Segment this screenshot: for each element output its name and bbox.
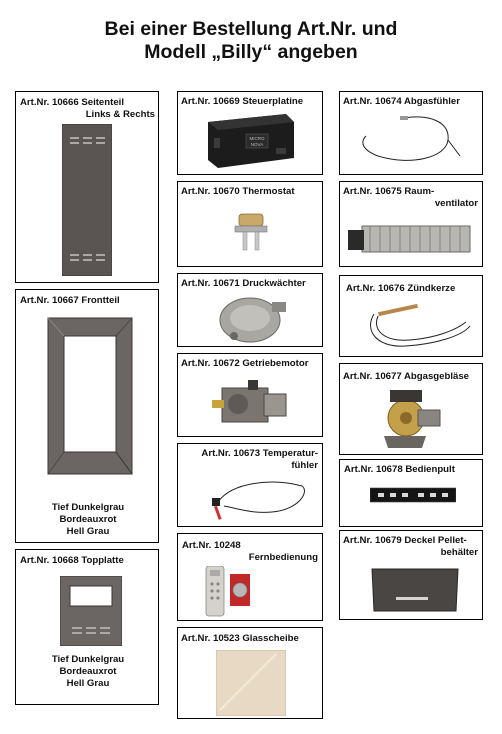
part-10668-card xyxy=(15,549,159,705)
part-label: Art.Nr. 10670 Thermostat xyxy=(181,186,295,197)
part-10666-card xyxy=(15,91,159,283)
part-10678-card xyxy=(339,459,483,527)
pressure-switch-image xyxy=(214,292,290,346)
part-10677-card xyxy=(339,363,483,455)
part-sublabel: Links & Rechts xyxy=(85,109,155,120)
part-10670-card xyxy=(177,181,323,267)
part-10671-card xyxy=(177,273,323,347)
part-label: Art.Nr. 10248 xyxy=(182,540,241,551)
part-10248-card xyxy=(177,533,323,621)
part-sublabel: fühler xyxy=(291,460,318,471)
remote-control-image xyxy=(202,566,254,618)
part-10672-card xyxy=(177,353,323,437)
part-10523-card xyxy=(177,627,323,719)
top-plate-image xyxy=(60,576,122,646)
color-option: Bordeauxrot xyxy=(59,666,117,677)
part-label: Art.Nr. 10676 Zündkerze xyxy=(346,283,456,294)
front-frame-image xyxy=(44,312,136,480)
part-label: Art.Nr. 10669 Steuerplatine xyxy=(181,96,304,107)
color-option: Hell Grau xyxy=(66,678,110,689)
color-option: Tief Dunkelgrau xyxy=(51,654,125,665)
brand-mark: MICRO xyxy=(249,136,265,141)
part-label: Art.Nr. 10678 Bedienpult xyxy=(344,464,455,475)
part-label: Art.Nr. 10523 Glasscheibe xyxy=(181,633,299,644)
control-board-image xyxy=(206,112,296,170)
room-fan-image xyxy=(346,216,478,262)
part-label: Art.Nr. 10667 Frontteil xyxy=(20,295,120,306)
part-label: Art.Nr. 10673 Temperatur- xyxy=(201,448,318,459)
part-sublabel: behälter xyxy=(440,547,478,558)
thermostat-image xyxy=(233,210,269,254)
glass-pane-image xyxy=(216,650,286,716)
part-label: Art.Nr. 10677 Abgasgebläse xyxy=(343,371,470,382)
part-10675-card xyxy=(339,181,483,267)
page-title xyxy=(0,18,502,64)
color-options xyxy=(16,654,160,690)
color-option: Hell Grau xyxy=(66,526,110,537)
part-sublabel: Fernbedienung xyxy=(248,552,318,563)
temperature-sensor-image xyxy=(202,472,314,524)
control-panel-image xyxy=(370,484,456,506)
title-line-2: Modell „Billy“ angeben xyxy=(144,41,358,63)
part-10673-card xyxy=(177,443,323,527)
part-label: Art.Nr. 10671 Druckwächter xyxy=(181,278,306,289)
color-option: Bordeauxrot xyxy=(59,514,117,525)
part-label: Art.Nr. 10668 Topplatte xyxy=(20,555,124,566)
igniter-image xyxy=(366,300,474,352)
part-10667-card xyxy=(15,289,159,543)
brand-mark: NOVA xyxy=(250,142,264,147)
part-label: Art.Nr. 10666 Seitenteil xyxy=(20,97,124,108)
exhaust-blower-image xyxy=(374,388,454,452)
part-label: Art.Nr. 10679 Deckel Pellet- xyxy=(343,535,467,546)
gear-motor-image xyxy=(208,374,294,434)
part-10676-card xyxy=(339,275,483,357)
side-panel-image xyxy=(62,124,112,276)
title-line-1: Bei einer Bestellung Art.Nr. und xyxy=(104,18,398,40)
pellet-lid-image xyxy=(370,567,460,613)
color-options xyxy=(16,502,160,538)
part-10674-card xyxy=(339,91,483,175)
part-sublabel: ventilator xyxy=(434,198,478,209)
part-10669-card xyxy=(177,91,323,175)
color-option: Tief Dunkelgrau xyxy=(51,502,125,513)
part-10679-card xyxy=(339,530,483,620)
part-label: Art.Nr. 10674 Abgasfühler xyxy=(343,96,460,107)
part-label: Art.Nr. 10675 Raum- xyxy=(343,186,435,197)
part-label: Art.Nr. 10672 Getriebemotor xyxy=(181,358,309,369)
exhaust-sensor-image xyxy=(350,114,474,172)
